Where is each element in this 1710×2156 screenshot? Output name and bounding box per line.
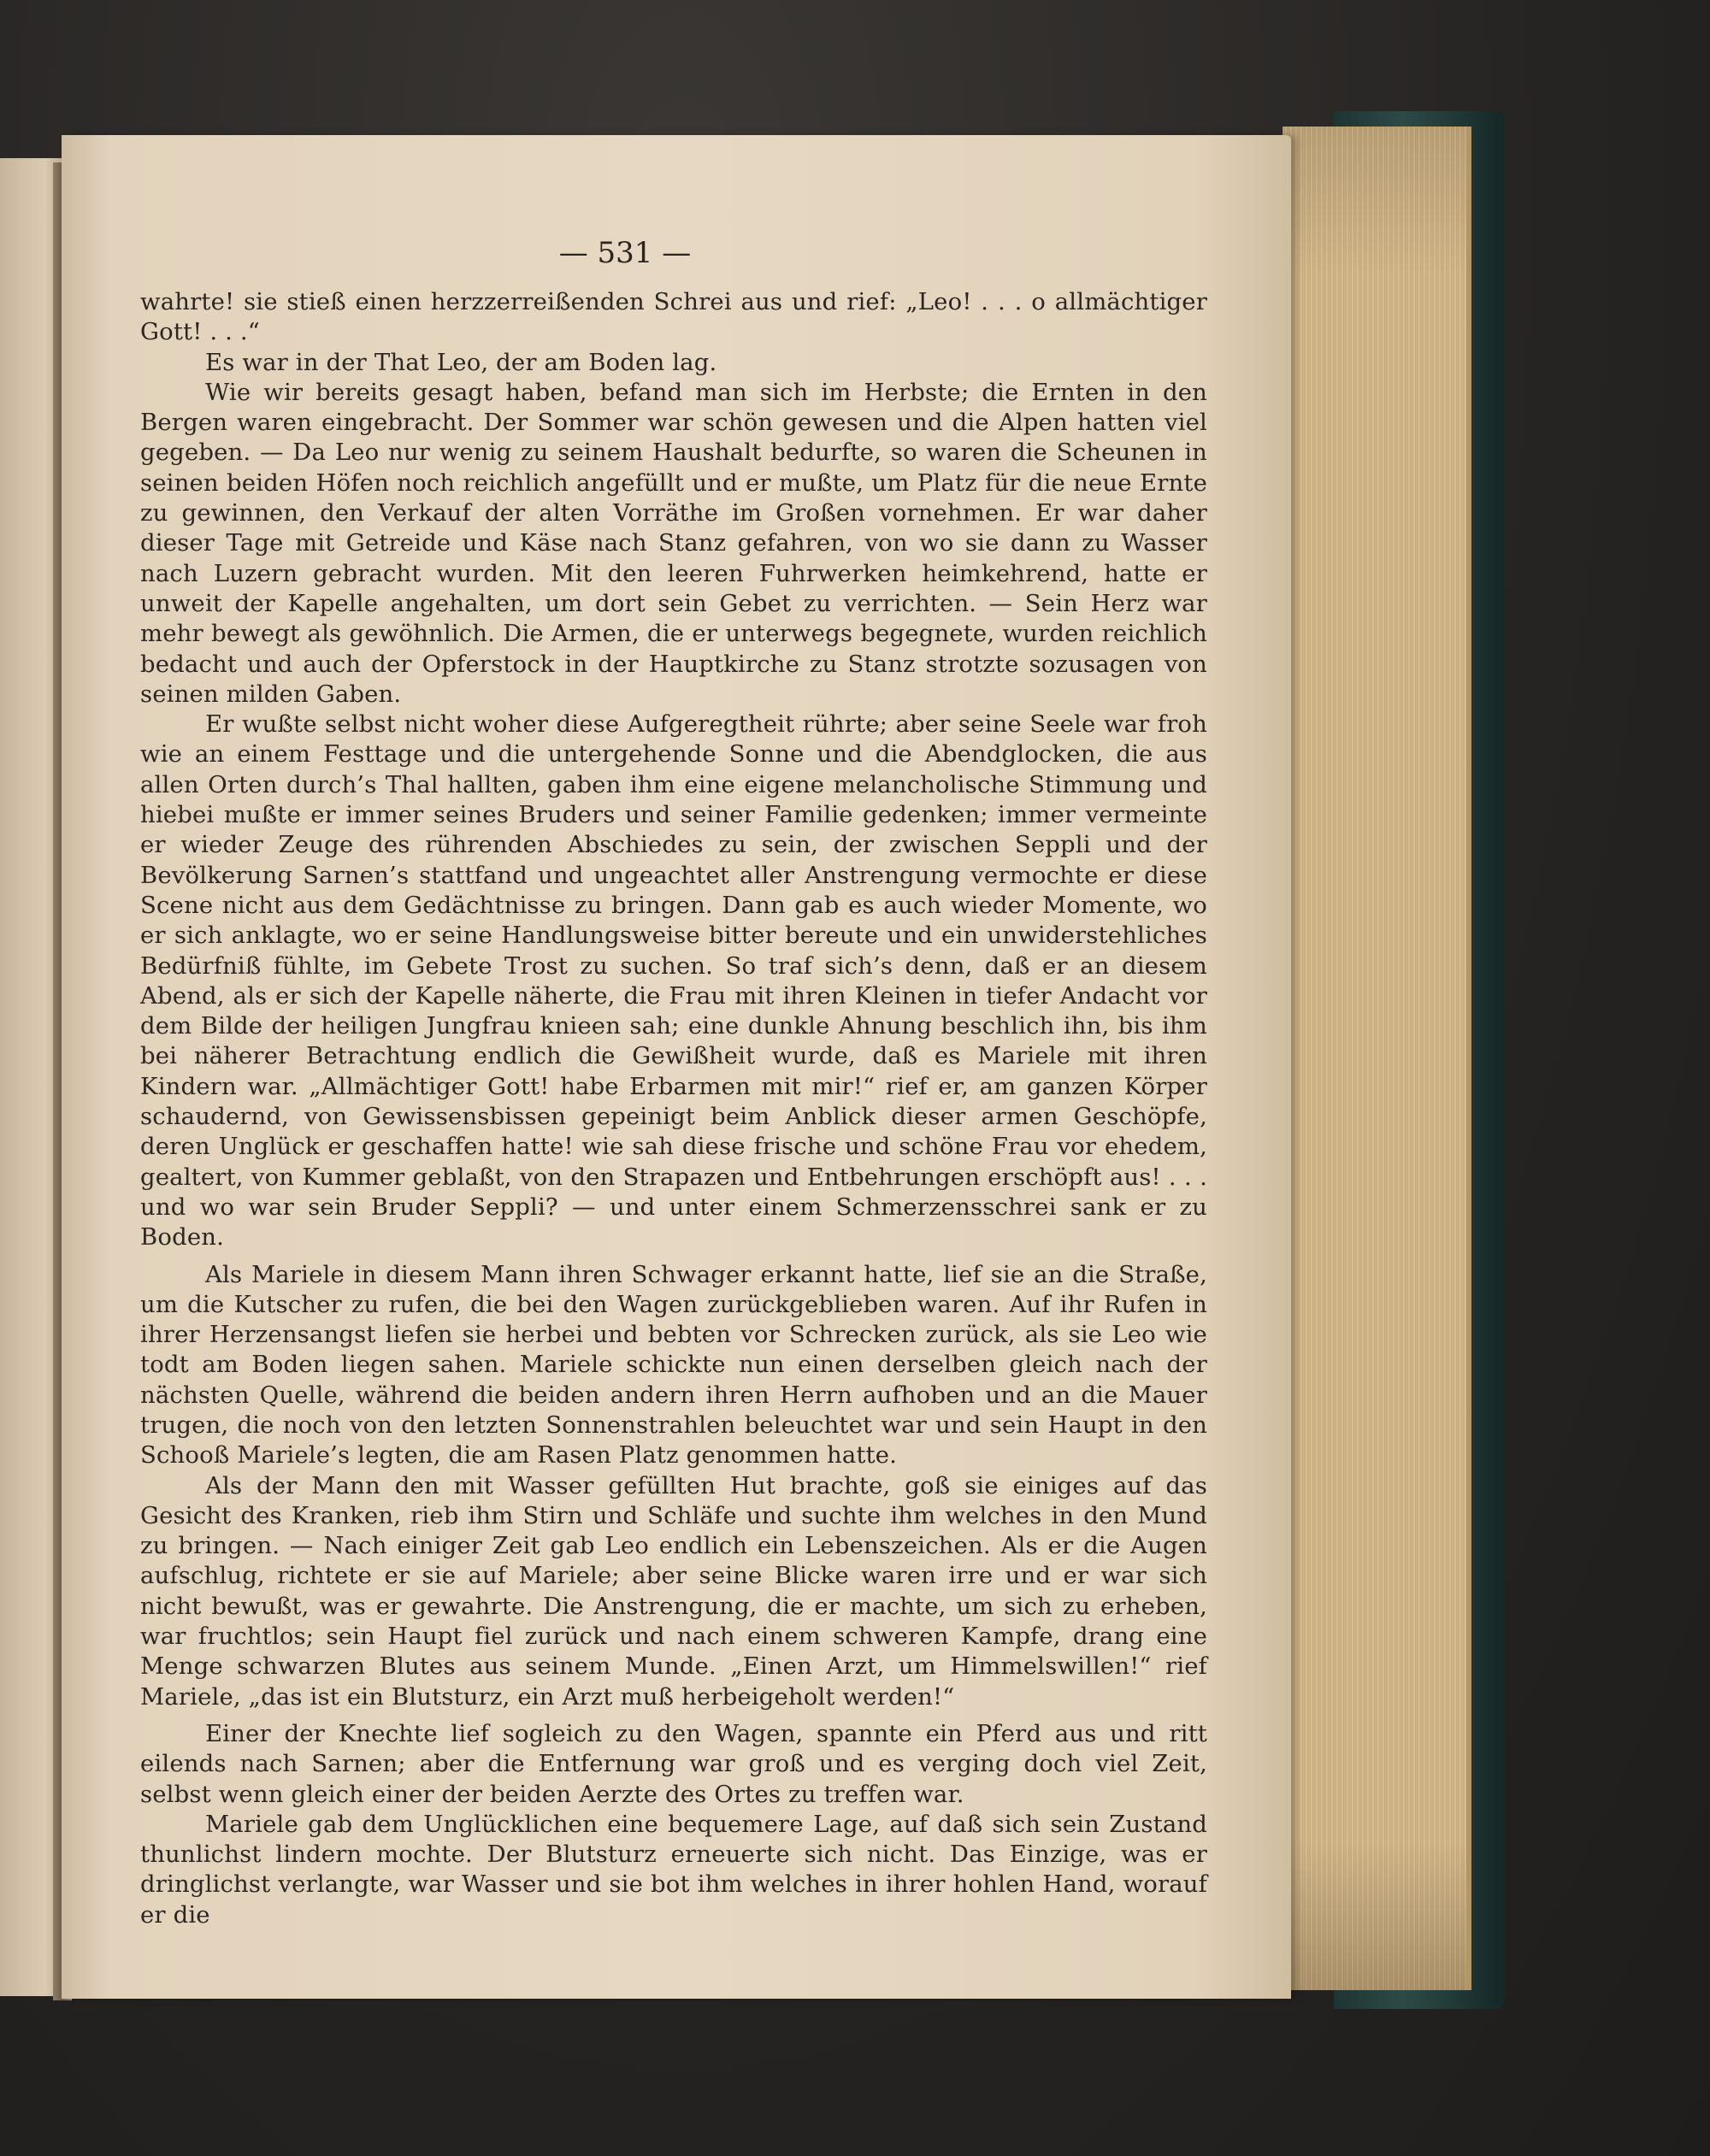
paragraph: Er wußte selbst nicht woher diese Aufgeregtheit rührte; aber seine Seele war froh wie an einem Festtage und die untergehende Sonne und die Abendglocken, die aus allen Orten durch’s Thal hallten, gaben ihm eine eigene melancholische Stimmung und hiebei mußte er immer seines Bruders und seiner Familie gedenken; immer vermeinte er wieder Zeuge des rührenden Abschiedes zu sein, der zwischen Seppli und der Bevölkerung Sarnen’s stattfand und ungeachtet aller Anstrengung vermochte er diese Scene nicht aus dem Gedächtnisse zu bringen. Dann gab es auch wieder Momente, wo er sich anklagte, wo er seine Handlungsweise bitter bereute und ein unwiderstehliches Bedürfniß fühlte, im Gebete Trost zu suchen. So traf sich’s denn, daß er an diesem Abend, als er sich der Kapelle näherte, die Frau mit ihren Kleinen in tiefer Andacht vor dem Bilde der heiligen Jungfrau knieen sah; eine dunkle Ahnung beschlich ihn, bis ihm bei näherer Betrachtung endlich die Gewißheit wurde, daß es Mariele mit ihren Kindern war. „Allmächtiger Gott! habe Erbarmen mit mir!“ rief er, am ganzen Körper schaudernd, von Gewissensbissen gepeinigt beim Anblick dieser armen Geschöpfe, deren Unglück er geschaffen hatte! wie sah diese frische und schöne Frau vor ehedem, gealtert, von Kummer geblaßt, von den Strapazen und Entbehrungen erschöpft aus! . . . und wo war sein Bruder Seppli? — und unter einem Schmerzensschrei sank er zu Boden. — [140, 710, 1207, 1252]
page-text — [140, 287, 1207, 1930]
paragraph: Mariele gab dem Unglücklichen eine bequemere Lage, auf daß sich sein Zustand thunlichst lindern mochte. Der Blutsturz erneuerte sich nicht. Das Einzige, was er dringlichst verlangte, war Wasser und sie bot ihm welches in ihrer hohlen Hand, worauf er die — [140, 1810, 1207, 1929]
paragraph: wahrte! sie stieß einen herzzerreißenden Schrei aus und rief: „Leo! . . . o allmächtiger Gott! . . .“ — [140, 288, 1207, 346]
page-number: — 531 — — [558, 236, 692, 270]
paragraph: Als der Mann den mit Wasser gefüllten Hut brachte, goß sie einiges auf das Gesicht des Kranken, rieb ihm Stirn und Schläfe und suchte ihm welches in den Mund zu bringen. — Nach einiger Zeit gab Leo endlich ein Lebenszeichen. Als er die Augen aufschlug, richtete er sie auf Mariele; aber seine Blicke waren irre und er war sich nicht bewußt, was er gewahrte. Die Anstrengung, die er machte, um sich zu erheben, war fruchtlos; sein Haupt fiel zurück und nach einem schweren Kampfe, drang eine Menge schwarzen Blutes aus seinem Munde. „Einen Arzt, um Himmelswillen!“ rief Mariele, „das ist ein Blutsturz, ein Arzt muß herbeigeholt werden!“ — [140, 1471, 1207, 1711]
paragraph: Als Mariele in diesem Mann ihren Schwager erkannt hatte, lief sie an die Straße, um die Kutscher zu rufen, die bei den Wagen zurückgeblieben waren. Auf ihr Rufen in ihrer Herzensangst liefen sie herbei und bebten vor Schrecken zurück, als sie Leo wie todt am Boden liegen sahen. Mariele schickte nun einen derselben gleich nach der nächsten Quelle, während die beiden andern ihren Herrn aufhoben und an die Mauer trugen, die noch von den letzten Sonnenstrahlen beleuchtet war und sein Haupt in den Schooß Mariele’s legten, die am Rasen Platz genommen hatte. — [140, 1260, 1207, 1470]
paragraph: Es war in der That Leo, der am Boden lag. — [205, 348, 717, 376]
book-page — [62, 135, 1291, 1999]
paragraph: Wie wir bereits gesagt haben, befand man sich im Herbste; die Ernten in den Bergen waren eingebracht. Der Sommer war schön gewesen und die Alpen hatten viel gegeben. — Da Leo nur wenig zu seinem Haushalt bedurfte, so waren die Scheunen in seinen beiden Höfen noch reichlich angefüllt und er mußte, um Platz für die neue Ernte zu gewinnen, den Verkauf der alten Vorräthe im Großen vornehmen. Er war daher dieser Tage mit Getreide und Käse nach Stanz gefahren, von wo sie dann zu Wasser nach Luzern gebracht wurden. Mit den leeren Fuhrwerken heimkehrend, hatte er unweit der Kapelle angehalten, um dort sein Gebet zu verrichten. — Sein Herz war mehr bewegt als gewöhnlich. Die Armen, die er unterwegs begegnete, wurden reichlich bedacht und auch der Opferstock in der Hauptkirche zu Stanz strotzte sozusagen von seinen milden Gaben. — [140, 378, 1207, 708]
paragraph: Einer der Knechte lief sogleich zu den Wagen, spannte ein Pferd aus und ritt eilends nach Sarnen; aber die Entfernung war groß und es verging doch viel Zeit, selbst wenn gleich einer der beiden Aerzte des Ortes zu treffen war. — [140, 1719, 1207, 1808]
page-edges-shadow — [1282, 127, 1466, 1990]
